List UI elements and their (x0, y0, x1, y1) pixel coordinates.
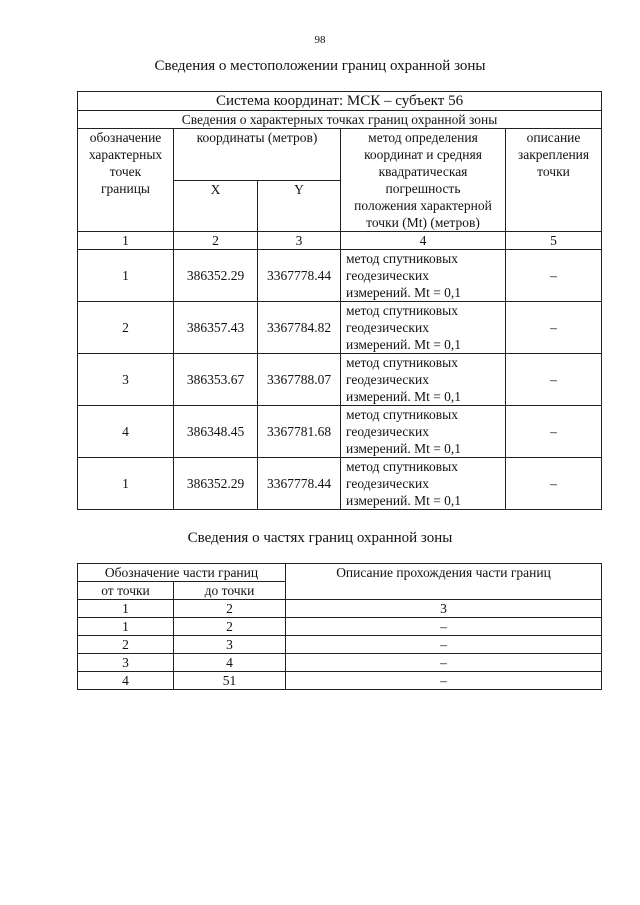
method-line: метод спутниковых (346, 407, 458, 422)
header-from: от точки (78, 582, 174, 600)
point-description: – (506, 458, 602, 510)
method-line: геодезических (346, 476, 429, 491)
header-line: координат и средняя (364, 147, 482, 162)
table-row (78, 672, 602, 690)
header-y: Y (258, 180, 341, 232)
page-number: 98 (314, 34, 326, 46)
header-line: обозначение (89, 130, 162, 145)
point-description: – (506, 302, 602, 354)
table-row (78, 654, 602, 672)
column-number: 3 (286, 600, 602, 618)
header-description (506, 129, 602, 232)
header-part: Обозначение части границ (78, 564, 286, 582)
header-line: метод определения (368, 130, 478, 145)
header-line: закрепления (517, 147, 590, 162)
table-row (78, 618, 602, 636)
section-title-location: Сведения о местоположении границ охранной зоны (154, 58, 486, 74)
method-cell (341, 250, 506, 302)
coord-x: 386352.29 (174, 250, 258, 302)
to-point: 4 (174, 654, 286, 672)
table-row (78, 406, 602, 458)
from-point: 1 (78, 618, 174, 636)
coord-y: 3367788.07 (258, 354, 341, 406)
header-line: характерных (88, 147, 163, 162)
header-line: точки (537, 164, 570, 179)
method-line: измерений. Mt = 0,1 (346, 285, 462, 300)
part-description: – (286, 672, 602, 690)
header-line: точки (Mt) (метров) (366, 215, 480, 230)
column-number: 5 (506, 232, 602, 250)
method-line: метод спутниковых (346, 355, 458, 370)
point-id: 3 (78, 354, 174, 406)
point-id: 2 (78, 302, 174, 354)
header-part-description: Описание прохождения части границ (286, 564, 602, 600)
table-row (78, 354, 602, 406)
column-number: 3 (258, 232, 341, 250)
coord-x: 386348.45 (174, 406, 258, 458)
from-point: 3 (78, 654, 174, 672)
method-cell (341, 406, 506, 458)
coord-y: 3367784.82 (258, 302, 341, 354)
header-line: точек (109, 164, 142, 179)
header-method (341, 129, 506, 232)
point-description: – (506, 250, 602, 302)
part-description: – (286, 618, 602, 636)
method-line: геодезических (346, 372, 429, 387)
method-cell (341, 354, 506, 406)
method-cell (341, 302, 506, 354)
method-line: метод спутниковых (346, 251, 458, 266)
method-line: измерений. Mt = 0,1 (346, 493, 462, 508)
method-line: измерений. Mt = 0,1 (346, 389, 462, 404)
to-point: 51 (174, 672, 286, 690)
point-id: 1 (78, 458, 174, 510)
to-point: 2 (174, 618, 286, 636)
coord-y: 3367778.44 (258, 250, 341, 302)
coord-y: 3367778.44 (258, 458, 341, 510)
points-header: Сведения о характерных точках границ охранной зоны (78, 111, 602, 129)
part-description: – (286, 654, 602, 672)
from-point: 4 (78, 672, 174, 690)
coord-x: 386357.43 (174, 302, 258, 354)
from-point: 2 (78, 636, 174, 654)
point-description: – (506, 406, 602, 458)
table-row (78, 636, 602, 654)
coord-x: 386352.29 (174, 458, 258, 510)
column-number: 1 (78, 600, 174, 618)
header-designation (78, 129, 174, 232)
header-line: положения характерной (354, 198, 492, 213)
point-id: 4 (78, 406, 174, 458)
part-description: – (286, 636, 602, 654)
section-title-parts: Сведения о частях границ охранной зоны (187, 530, 453, 546)
method-line: геодезических (346, 424, 429, 439)
method-line: геодезических (346, 320, 429, 335)
method-line: измерений. Mt = 0,1 (346, 337, 462, 352)
header-line: погрешность (385, 181, 461, 196)
column-number: 2 (174, 232, 258, 250)
column-number: 1 (78, 232, 174, 250)
method-line: метод спутниковых (346, 303, 458, 318)
header-line: описание (526, 130, 581, 145)
boundary-parts-table (77, 563, 602, 690)
method-line: измерений. Mt = 0,1 (346, 441, 462, 456)
boundary-points-table (77, 91, 602, 510)
coord-x: 386353.67 (174, 354, 258, 406)
header-line: квадратическая (378, 164, 468, 179)
column-number: 2 (174, 600, 286, 618)
header-x: X (174, 180, 258, 232)
method-line: метод спутниковых (346, 459, 458, 474)
coordinate-system-header: Система координат: МСК – субъект 56 (78, 92, 602, 111)
point-id: 1 (78, 250, 174, 302)
coord-y: 3367781.68 (258, 406, 341, 458)
point-description: – (506, 354, 602, 406)
header-coordinates: координаты (метров) (174, 129, 341, 181)
column-number: 4 (341, 232, 506, 250)
table-row (78, 302, 602, 354)
method-line: геодезических (346, 268, 429, 283)
to-point: 3 (174, 636, 286, 654)
table-row (78, 250, 602, 302)
table-row (78, 458, 602, 510)
method-cell (341, 458, 506, 510)
header-to: до точки (174, 582, 286, 600)
header-line: границы (100, 181, 151, 196)
